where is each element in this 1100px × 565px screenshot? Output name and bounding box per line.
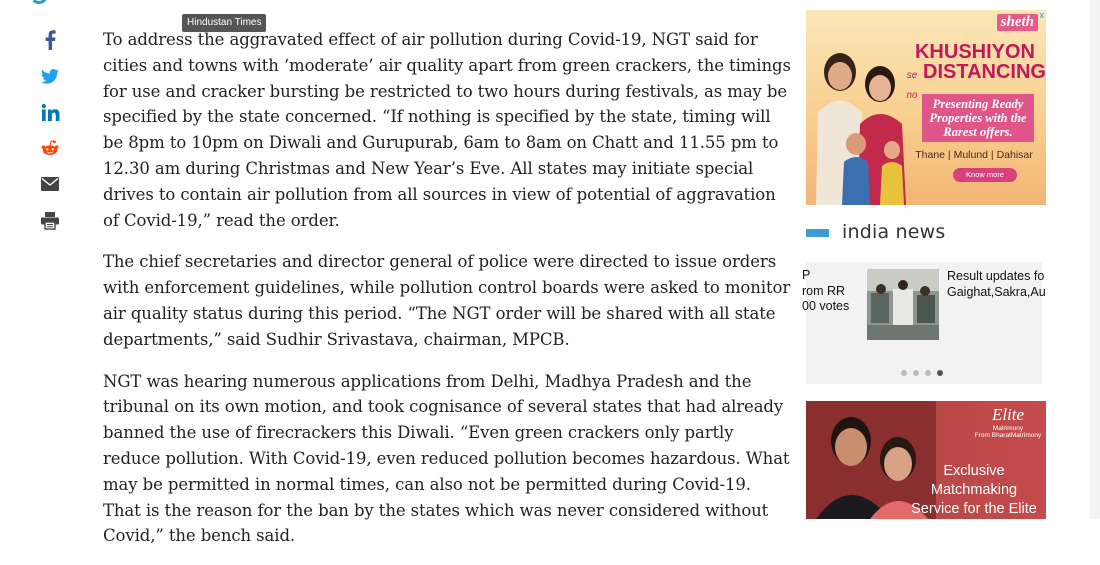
facebook-icon	[44, 30, 56, 50]
ad-close-icon[interactable]: x	[1039, 10, 1044, 20]
article-body	[103, 27, 793, 565]
india-news-title[interactable]: india news	[842, 221, 946, 243]
india-news-header	[806, 220, 1046, 248]
ad-family-image	[810, 32, 908, 205]
ad-headline-small: se no	[906, 70, 918, 101]
news-card-partial-line: 00 votes	[802, 299, 850, 313]
facebook-share-button[interactable]	[38, 28, 62, 52]
news-card-partial-line: P	[802, 268, 811, 282]
carousel-dot[interactable]	[925, 370, 931, 376]
ad-locations: Thane | Mulund | Dahisar	[915, 149, 1033, 161]
elite-logo-name: Elite	[991, 405, 1025, 424]
linkedin-share-button[interactable]	[38, 100, 62, 124]
elite-ad-copy	[902, 462, 1046, 519]
elite-ad-copy-line: Service for the Elite	[911, 501, 1037, 517]
elite-ad-copy-line: Matchmaking	[930, 482, 1018, 498]
ad-know-more-button[interactable]: Know more	[953, 168, 1017, 182]
advertisement-elite[interactable]	[806, 401, 1046, 519]
reddit-share-button[interactable]	[38, 136, 62, 160]
twitter-icon	[41, 69, 59, 84]
news-carousel[interactable]	[802, 262, 1046, 384]
linkedin-icon	[42, 104, 59, 121]
ad-brand-logo: sheth	[997, 14, 1038, 31]
elite-logo	[972, 405, 1044, 439]
email-share-button[interactable]	[38, 172, 62, 196]
carousel-dot[interactable]	[901, 370, 907, 376]
ad-headline-line2: DISTANCING	[923, 61, 1046, 83]
carousel-dot[interactable]	[913, 370, 919, 376]
reddit-icon	[41, 140, 59, 156]
news-card-partial-line: rom RR	[802, 283, 846, 298]
elite-ad-copy-line: Exclusive	[943, 463, 1005, 479]
news-thumbnail[interactable]	[867, 269, 939, 340]
carousel-dot-active[interactable]	[937, 370, 943, 376]
article-paragraph: The chief secretaries and director general of police were directed to issue orders with enforcement guidelines, while pollution control boards were asked to monitor air quality status during this period. “The NGT order will be shared with all state departments,” said Sudhir Srivastava, chairman, MPCB.	[103, 252, 791, 349]
page-scrollbar[interactable]	[1090, 0, 1100, 519]
share-rail	[30, 0, 70, 519]
article-paragraph: To address the aggravated effect of air pollution during Covid-19, NGT said for cities and towns with ‘moderate’ air quality apart from green crackers, the timings for use and cracker bursting be restricted to two hours during festivals, as may be specified by the state concerned. “If nothing is specified by the state, timing will be 8pm to 10pm on Diwali and Gurupurab, 6am to 8am on Chatt and 11.55 pm to 12.30 am during Christmas and New Year’s Eve. All states may initiate special drives to contain air pollution from all sources in view of potential of aggravation of Covid-19,” read the order.	[103, 30, 791, 230]
ad-headline-line1: KHUSHIYON	[914, 41, 1035, 63]
print-button[interactable]	[38, 208, 62, 232]
print-icon	[41, 212, 59, 229]
scroll-indicator-icon	[30, 0, 48, 4]
carousel-dots	[901, 370, 943, 376]
ad-tagline: Presenting Ready Properties with the Rarest offers.	[922, 94, 1034, 142]
twitter-share-button[interactable]	[38, 64, 62, 88]
tooltip: Hindustan Times	[182, 14, 266, 32]
advertisement-sheth[interactable]	[806, 10, 1046, 205]
elite-logo-sub: Matrimony	[992, 425, 1024, 432]
elite-logo-sub: From BharatMatrimony	[974, 432, 1042, 439]
section-accent-bar	[806, 229, 829, 237]
news-card-title[interactable]: Result updates fo Gaighat,Sakra,Au	[947, 269, 1046, 299]
article-paragraph: NGT was hearing numerous applications from Delhi, Madhya Pradesh and the tribunal on its own motion, and took cognisance of several states that had already banned the use of firecrackers this Diwali. “Even green crackers only partly reduce pollution. With Covid-19, even reduced pollution becomes hazardous. What may be permitted in normal times, can also not be permitted during Covid-19. That is the reason for the ban by the states which was never considered without Covid,” the bench said.	[103, 371, 790, 546]
email-icon	[41, 177, 59, 191]
news-card-partial[interactable]	[802, 268, 849, 315]
